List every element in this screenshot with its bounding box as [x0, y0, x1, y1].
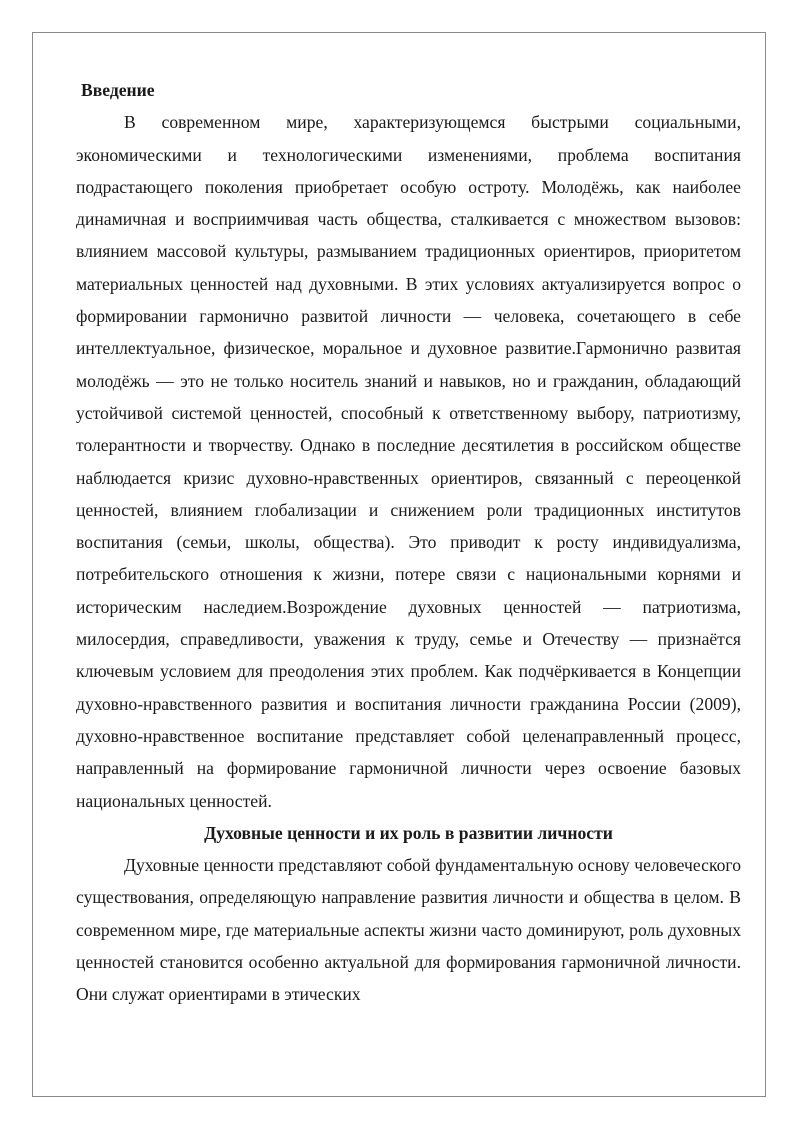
section-paragraph: Духовные ценности представляют собой фундаментальную основу человеческого существования, определяющую направление развития личности и общества в целом. В современном мире, где материальные аспекты жизни часто доминируют, роль духовных ценностей становится особенно актуальной для формирования гармоничной личности. Они служат ориентирами в этических [76, 855, 741, 1005]
intro-heading: Введение [81, 80, 155, 100]
section-heading: Духовные ценности и их роль в развитии личности [204, 822, 613, 843]
document-body [76, 74, 741, 1011]
intro-paragraph: В современном мире, характеризующемся быстрыми социальными, экономическими и технологическими изменениями, проблема воспитания подрастающего поколения приобретает особую остроту. Молодёжь, как наиболее динамичная и восприимчивая часть общества, сталкивается с множеством вызовов: влиянием массовой культуры, размыванием традиционных ориентиров, приоритетом материальных ценностей над духовными. В этих условиях актуализируется вопрос о формировании гармонично развитой личности — человека, сочетающего в себе интеллектуальное, физическое, моральное и духовное развитие.Гармонично развитая молодёжь — это не только носитель знаний и навыков, но и гражданин, обладающий устойчивой системой ценностей, способный к ответственному выбору, патриотизму, толерантности и творчеству. Однако в последние десятилетия в российском обществе наблюдается кризис духовно-нравственных ориентиров, связанный с переоценкой ценностей, влиянием глобализации и снижением роли традиционных институтов воспитания (семьи, школы, общества). Это приводит к росту индивидуализма, потребительского отношения к жизни, потере связи с национальными корнями и историческим наследием.Возрождение духовных ценностей — патриотизма, милосердия, справедливости, уважения к труду, семье и Отечеству — признаётся ключевым условием для преодоления этих проблем. Как подчёркивается в Концепции духовно-нравственного развития и воспитания личности гражданина России (2009), духовно-нравственное воспитание представляет собой целенаправленный процесс, направленный на формирование гармоничной личности через освоение базовых национальных ценностей. [76, 112, 741, 811]
